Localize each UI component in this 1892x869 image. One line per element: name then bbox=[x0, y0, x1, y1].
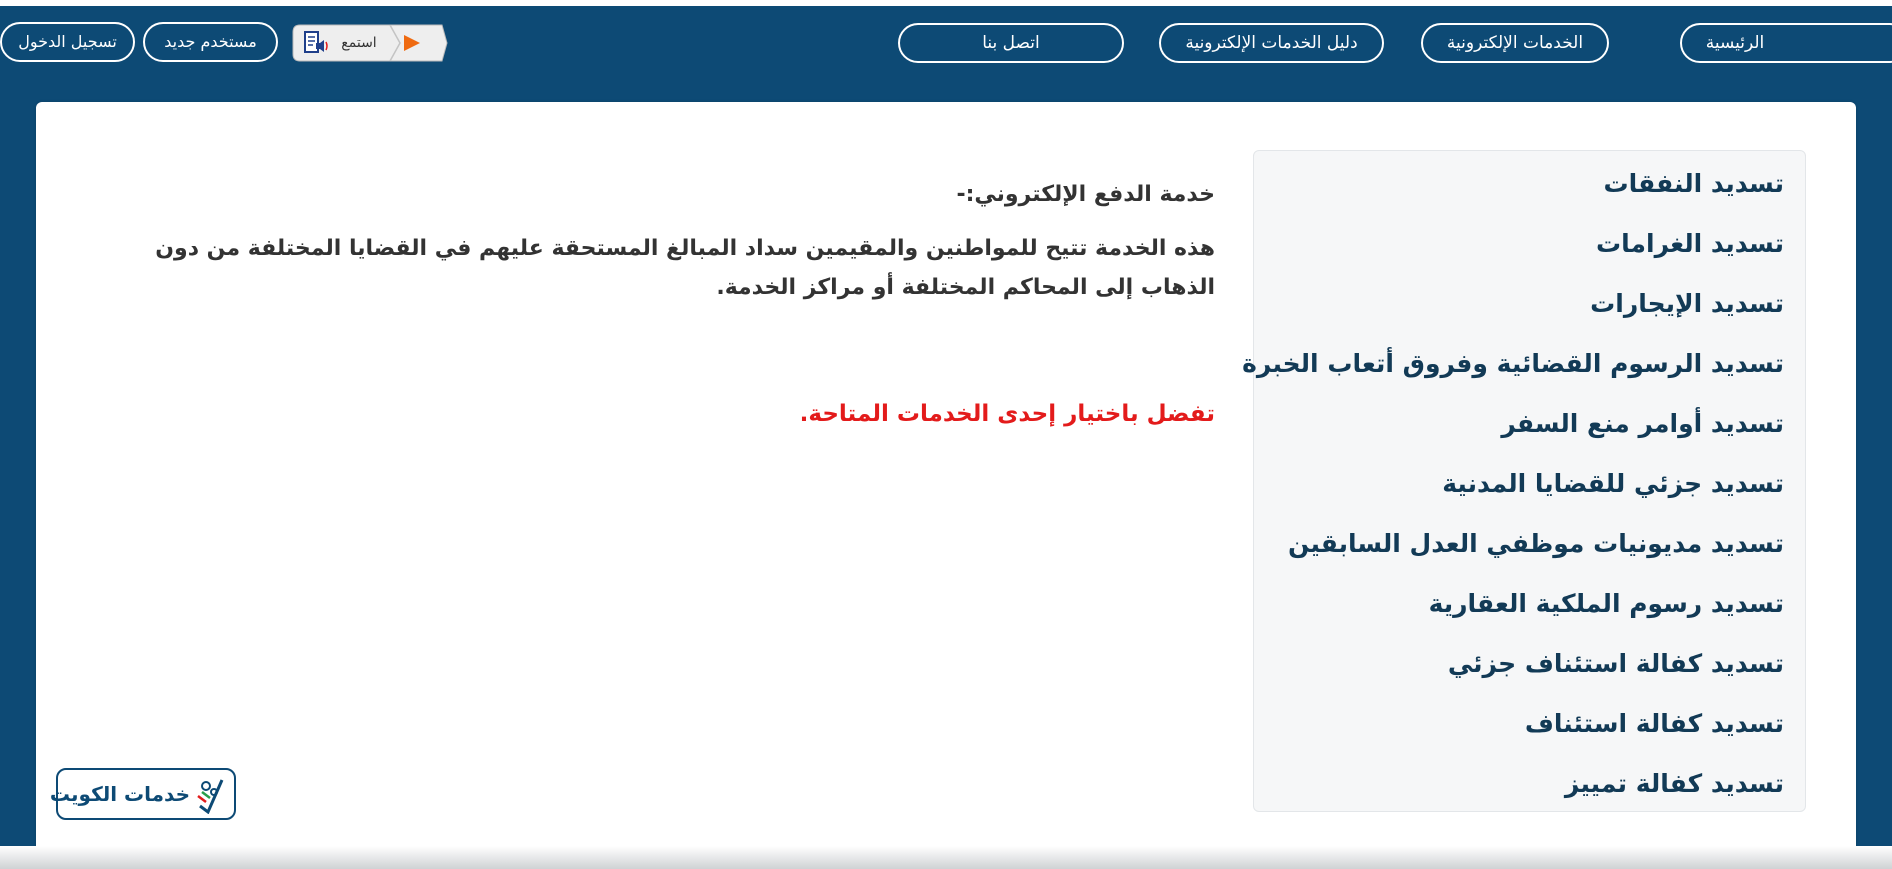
sidebar-item-travel-ban[interactable]: تسديد أوامر منع السفر bbox=[1501, 409, 1784, 438]
kuwait-services-logo-icon bbox=[194, 776, 226, 818]
sidebar-item-former-employees-debts[interactable]: تسديد مديونيات موظفي العدل السابقين bbox=[1287, 529, 1784, 558]
kuwait-services-label: خدمات الكويت bbox=[49, 782, 190, 806]
sidebar-item-partial-appeal-bail[interactable]: تسديد كفالة استئناف جزئي bbox=[1447, 649, 1784, 678]
listen-button[interactable] bbox=[292, 24, 448, 62]
sidebar-item-alimony[interactable]: تسديد النفقات bbox=[1603, 169, 1784, 198]
service-description: هذه الخدمة تتيح للمواطنين والمقيمين سداد المبالغ المستحقة عليهم في القضايا المختلفة من دون الذهاب إلى المحاكم المختلفة أو مراكز الخدمة. bbox=[155, 236, 1215, 300]
nav-home-button[interactable]: الرئيسية bbox=[1680, 23, 1892, 63]
service-title: خدمة الدفع الإلكتروني:- bbox=[956, 182, 1215, 207]
sidebar-item-court-fees[interactable]: تسديد الرسوم القضائية وفروق أتعاب الخبرة bbox=[1242, 349, 1784, 378]
new-user-button[interactable]: مستخدم جديد bbox=[143, 22, 278, 62]
bottom-edge-shadow bbox=[0, 846, 1892, 869]
sidebar-item-rents[interactable]: تسديد الإيجارات bbox=[1590, 289, 1784, 318]
login-button[interactable]: تسجيل الدخول bbox=[0, 22, 135, 62]
nav-eservices-guide-button[interactable]: دليل الخدمات الإلكترونية bbox=[1159, 23, 1384, 63]
choose-service-prompt: تفضل باختيار إحدى الخدمات المتاحة. bbox=[799, 401, 1215, 427]
sidebar-item-fines[interactable]: تسديد الغرامات bbox=[1596, 229, 1784, 258]
nav-contact-button[interactable]: اتصل بنا bbox=[898, 23, 1124, 63]
listen-label: استمع bbox=[341, 35, 377, 51]
kuwait-services-badge[interactable] bbox=[49, 768, 236, 820]
sidebar-item-real-estate-fees[interactable]: تسديد رسوم الملكية العقارية bbox=[1428, 589, 1784, 618]
sidebar-item-appeal-bail[interactable]: تسديد كفالة استئناف bbox=[1524, 709, 1784, 738]
sidebar-item-partial-civil[interactable]: تسديد جزئي للقضايا المدنية bbox=[1442, 469, 1784, 498]
sidebar-item-cassation-bail[interactable]: تسديد كفالة تمييز bbox=[1564, 769, 1784, 798]
nav-eservices-button[interactable]: الخدمات الإلكترونية bbox=[1421, 23, 1609, 63]
